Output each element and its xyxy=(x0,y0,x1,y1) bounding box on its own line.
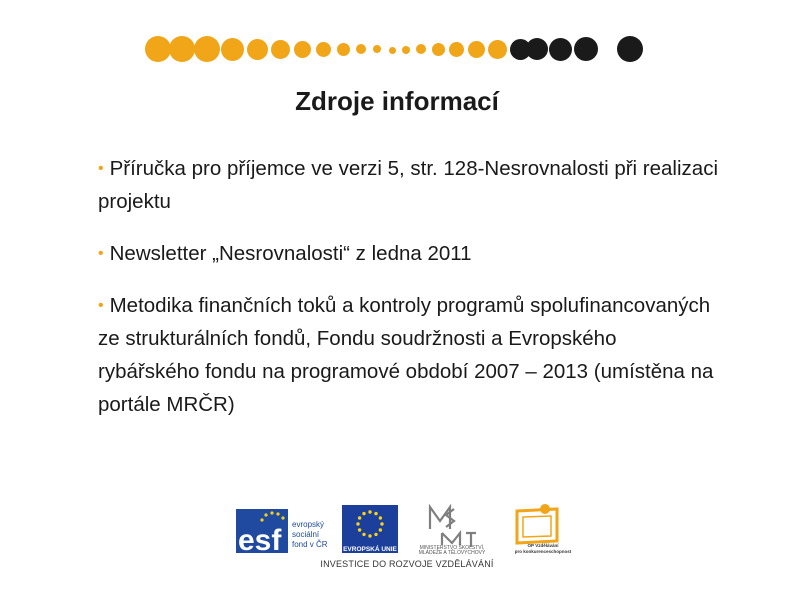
op-text: OP Vzdělávání xyxy=(527,543,559,548)
msmt-text: MLÁDEŽE A TĚLOVÝCHOVY xyxy=(418,550,486,555)
dark-dot xyxy=(549,38,572,61)
eu-star-icon xyxy=(368,534,371,537)
orange-dot xyxy=(221,38,244,61)
esf-text: sociální xyxy=(292,530,320,539)
dark-dot xyxy=(574,37,598,61)
bullet-text: Metodika finančních toků a kontroly programů spolufinancovaných ze strukturálních fondů, Fondu soudržnosti a Evropského rybářského fondu na programové období 2007 – 2013 (umístěna na portále MRČR) xyxy=(98,294,714,416)
eu-star-icon xyxy=(362,512,365,515)
logo-caption: INVESTICE DO ROZVOJE VZDĚLÁVÁNÍ xyxy=(320,559,494,569)
msmt-text: MINISTERSTVO ŠKOLSTVÍ, xyxy=(419,545,485,551)
orange-dot xyxy=(169,36,195,62)
orange-dot xyxy=(488,40,507,59)
esf-text: fond v ČR xyxy=(292,540,328,549)
decorative-dot-row xyxy=(0,0,794,80)
orange-dot xyxy=(316,42,331,57)
bullet-item xyxy=(98,237,718,270)
orange-dot xyxy=(389,47,396,54)
orange-dot xyxy=(432,43,445,56)
orange-dot xyxy=(416,44,426,54)
bullet-item xyxy=(98,289,718,421)
esf-mark: esf xyxy=(238,524,282,553)
orange-dot xyxy=(194,36,220,62)
eu-flag-logo xyxy=(340,505,400,553)
eu-star-icon xyxy=(362,533,365,536)
orange-dot xyxy=(247,39,268,60)
eu-star-icon xyxy=(379,528,382,531)
eu-star-icon xyxy=(374,512,377,515)
bullet-text: Příručka pro příjemce ve verzi 5, str. 128-Nesrovnalosti při realizaci projektu xyxy=(98,157,718,213)
dark-dot xyxy=(617,36,643,62)
orange-dot xyxy=(449,42,464,57)
orange-dot xyxy=(337,43,350,56)
orange-dot xyxy=(271,40,290,59)
op-text: pro konkurenceschopnost xyxy=(514,549,572,554)
bullet-icon: • xyxy=(98,245,104,262)
orange-dot xyxy=(402,46,410,54)
eu-star-icon xyxy=(358,516,361,519)
orange-dot xyxy=(468,41,485,58)
bullet-icon: • xyxy=(98,297,104,314)
eu-star-icon xyxy=(356,522,359,525)
orange-dot xyxy=(356,44,366,54)
orange-dot xyxy=(145,36,171,62)
op-vk-logo xyxy=(505,503,580,555)
esf-logo xyxy=(236,505,338,553)
slide-title: Zdroje informací xyxy=(295,86,499,116)
orange-dot xyxy=(294,41,311,58)
dark-dot xyxy=(526,38,548,60)
orange-dot xyxy=(373,45,381,53)
msmt-logo xyxy=(402,503,502,555)
eu-star-icon xyxy=(374,533,377,536)
eu-star-icon xyxy=(358,528,361,531)
eu-star-icon xyxy=(380,522,383,525)
eu-text: EVROPSKÁ UNIE xyxy=(343,546,397,553)
bullet-list xyxy=(98,152,718,421)
bullet-item xyxy=(98,152,718,218)
eu-star-icon xyxy=(368,510,371,513)
bullet-icon: • xyxy=(98,160,104,177)
eu-star-icon xyxy=(379,516,382,519)
logo-strip xyxy=(230,500,580,580)
bullet-text: Newsletter „Nesrovnalosti“ z ledna 2011 xyxy=(109,242,472,265)
esf-text: evropský xyxy=(292,520,325,529)
